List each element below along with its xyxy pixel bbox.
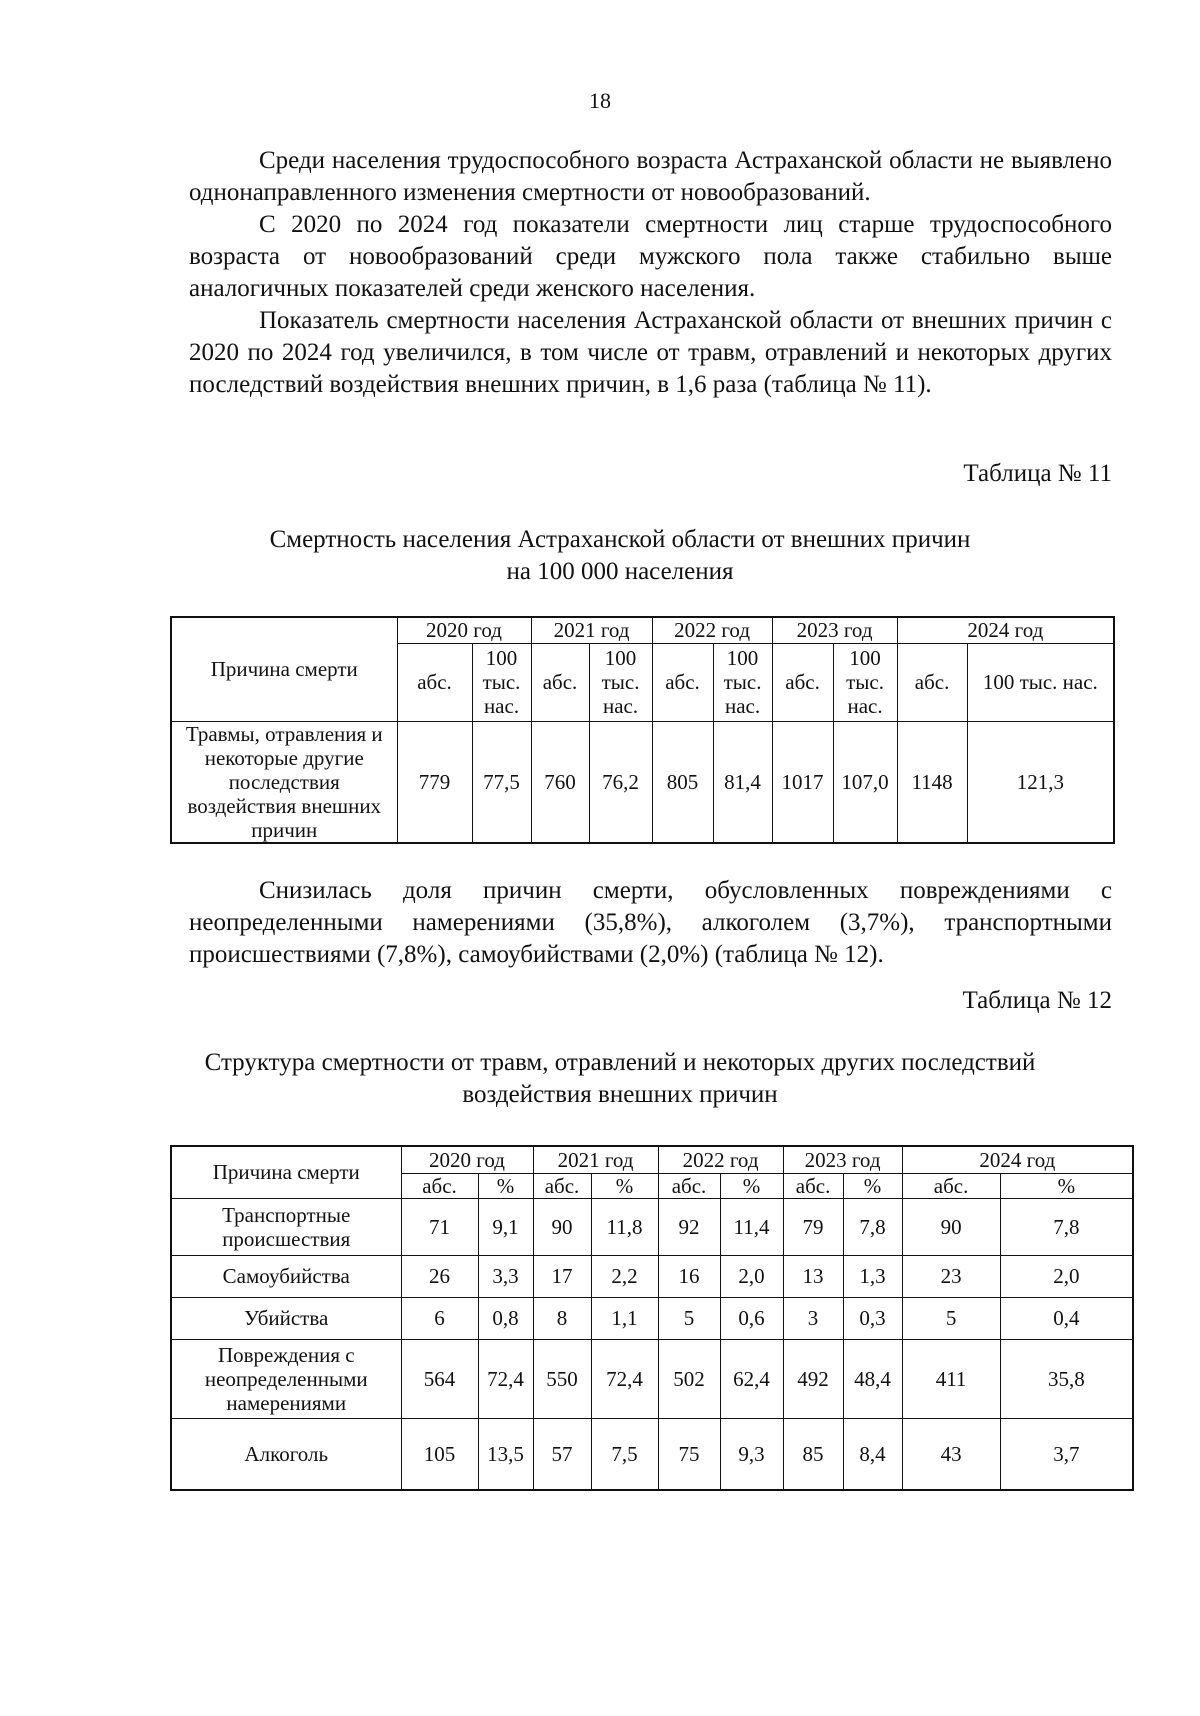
intro-paragraph-2: С 2020 по 2024 год показатели смертности лиц старше трудоспособного возраста от новообразований среди мужского пола также стабильно выше аналогичных показателей среди женского населения.	[189, 211, 1112, 302]
table-row	[171, 1418, 1133, 1490]
table-cell: 7,8	[843, 1198, 902, 1255]
table-12-subheader-pct: %	[843, 1173, 902, 1198]
table-cell: 57	[533, 1418, 591, 1490]
table-cell: 1148	[897, 721, 967, 843]
paragraph-2: Снизилась доля причин смерти, обусловленных повреждениями с неопределенными намерениями (35,8%), алкоголем (3,7%), транспортными происшествиями (7,8%), самоубийствами (2,0%) (таблица № 12).	[189, 877, 1112, 968]
table-cell: 3,3	[478, 1255, 533, 1297]
table-cell: 17	[533, 1255, 591, 1297]
table-12-cause-cell: Алкоголь	[171, 1418, 401, 1490]
table-cell: 2,0	[720, 1255, 783, 1297]
table-11-subheader-rate: 100 тыс. нас.	[472, 643, 531, 721]
table-cell: 23	[902, 1255, 1000, 1297]
table-cell: 2,2	[591, 1255, 658, 1297]
table-12-label: Таблица № 12	[962, 987, 1112, 1014]
table-12-subheader-abs: абс.	[783, 1173, 843, 1198]
table-cell: 77,5	[472, 721, 531, 843]
table-row	[171, 1339, 1133, 1418]
table-12-title	[160, 1047, 1080, 1111]
table-12-subheader-abs: абс.	[658, 1173, 720, 1198]
intro-paragraph-3: Показатель смертности населения Астраханской области от внешних причин с 2020 по 2024 год увеличился, в том числе от травм, отравлений и некоторых других последствий воздействия внешних причин, в 1,6 раза (таблица № 11).	[189, 307, 1112, 398]
table-12-cause-cell: Самоубийства	[171, 1255, 401, 1297]
table-cell: 72,4	[591, 1339, 658, 1418]
table-cell: 9,1	[478, 1198, 533, 1255]
table-cell: 35,8	[1000, 1339, 1133, 1418]
table-cell: 8	[533, 1297, 591, 1339]
table-11-subheader-abs: абс.	[897, 643, 967, 721]
table-12-subheader-abs: абс.	[401, 1173, 478, 1198]
table-12-subheader-pct: %	[591, 1173, 658, 1198]
table-11-subheader-rate: 100 тыс. нас.	[967, 643, 1114, 721]
table-cell: 26	[401, 1255, 478, 1297]
table-11-year-2024: 2024 год	[897, 617, 1114, 643]
table-11-subheader-abs: абс.	[652, 643, 713, 721]
table-12-year-2022: 2022 год	[658, 1146, 783, 1173]
table-cell: 92	[658, 1198, 720, 1255]
table-cell: 3	[783, 1297, 843, 1339]
table-11-year-2022: 2022 год	[652, 617, 772, 643]
table-12-subheader-abs: абс.	[533, 1173, 591, 1198]
table-11-year-2023: 2023 год	[772, 617, 897, 643]
table-cell: 62,4	[720, 1339, 783, 1418]
table-cell: 81,4	[713, 721, 772, 843]
table-cell: 1017	[772, 721, 833, 843]
table-cell: 760	[531, 721, 589, 843]
table-11-subheader-abs: абс.	[397, 643, 472, 721]
table-cell: 13	[783, 1255, 843, 1297]
table-12-title-line-1: Структура смертности от травм, отравлений и некоторых других последствий	[204, 1049, 1036, 1076]
table-11-year-2020: 2020 год	[397, 617, 531, 643]
table-12-cause-header: Причина смерти	[171, 1146, 401, 1198]
table-cell: 90	[902, 1198, 1000, 1255]
table-12-year-2020: 2020 год	[401, 1146, 533, 1173]
table-11-subheader-rate: 100 тыс. нас.	[833, 643, 897, 721]
table-cell: 121,3	[967, 721, 1114, 843]
table-cell: 1,1	[591, 1297, 658, 1339]
table-cell: 76,2	[589, 721, 652, 843]
table-cell: 43	[902, 1418, 1000, 1490]
table-11	[170, 616, 1115, 844]
table-row	[171, 721, 1114, 843]
table-12-subheader-pct: %	[720, 1173, 783, 1198]
table-cell: 2,0	[1000, 1255, 1133, 1297]
table-cell: 85	[783, 1418, 843, 1490]
table-12-subheader-pct: %	[1000, 1173, 1133, 1198]
table-row	[171, 1297, 1133, 1339]
table-11-subheader-rate: 100 тыс. нас.	[713, 643, 772, 721]
table-cell: 107,0	[833, 721, 897, 843]
intro-paragraph-1: Среди населения трудоспособного возраста Астраханской области не выявлено однонаправленного изменения смертности от новообразований.	[189, 147, 1112, 206]
table-cell: 0,3	[843, 1297, 902, 1339]
table-cell: 72,4	[478, 1339, 533, 1418]
table-cell: 0,6	[720, 1297, 783, 1339]
table-cell: 13,5	[478, 1418, 533, 1490]
table-11-subheader-abs: абс.	[531, 643, 589, 721]
table-11-cause-header: Причина смерти	[171, 617, 397, 721]
table-12-cause-cell: Транспортные происшествия	[171, 1198, 401, 1255]
table-cell: 6	[401, 1297, 478, 1339]
table-cell: 805	[652, 721, 713, 843]
table-cell: 564	[401, 1339, 478, 1418]
table-12-year-2023: 2023 год	[783, 1146, 902, 1173]
table-cell: 5	[902, 1297, 1000, 1339]
table-cell: 79	[783, 1198, 843, 1255]
table-12	[170, 1145, 1134, 1491]
table-cell: 492	[783, 1339, 843, 1418]
table-12-cause-cell: Убийства	[171, 1297, 401, 1339]
table-cell: 11,8	[591, 1198, 658, 1255]
table-cell: 779	[397, 721, 472, 843]
table-cell: 3,7	[1000, 1418, 1133, 1490]
table-12-subheader-abs: абс.	[902, 1173, 1000, 1198]
table-cell: 8,4	[843, 1418, 902, 1490]
table-11-title-line-2: на 100 000 населения	[506, 558, 734, 585]
table-cell: 5	[658, 1297, 720, 1339]
table-cell: 411	[902, 1339, 1000, 1418]
table-cell: 7,8	[1000, 1198, 1133, 1255]
table-cell: 0,4	[1000, 1297, 1133, 1339]
table-11-year-2021: 2021 год	[531, 617, 652, 643]
table-cell: 502	[658, 1339, 720, 1418]
table-cell: 0,8	[478, 1297, 533, 1339]
table-cell: 1,3	[843, 1255, 902, 1297]
table-12-year-2021: 2021 год	[533, 1146, 658, 1173]
table-cell: 71	[401, 1198, 478, 1255]
table-11-title-line-1: Смертность населения Астраханской области от внешних причин	[269, 526, 971, 553]
table-11-subheader-rate: 100 тыс. нас.	[589, 643, 652, 721]
table-cell: 7,5	[591, 1418, 658, 1490]
table-cell: 9,3	[720, 1418, 783, 1490]
table-12-cause-cell: Повреждения с неопределенными намерениями	[171, 1339, 401, 1418]
table-cell: 90	[533, 1198, 591, 1255]
table-cell: 75	[658, 1418, 720, 1490]
table-12-year-2024: 2024 год	[902, 1146, 1133, 1173]
table-12-subheader-pct: %	[478, 1173, 533, 1198]
table-12-title-line-2: воздействия внешних причин	[462, 1081, 778, 1108]
table-cell: 48,4	[843, 1339, 902, 1418]
page-number: 18	[589, 88, 611, 113]
intro-text	[189, 145, 1112, 401]
table-11-subheader-abs: абс.	[772, 643, 833, 721]
table-cell: 550	[533, 1339, 591, 1418]
table-cell: 16	[658, 1255, 720, 1297]
table-cell: 105	[401, 1418, 478, 1490]
table-11-label: Таблица № 11	[963, 460, 1112, 487]
table-11-title	[160, 524, 1080, 588]
table-row	[171, 1198, 1133, 1255]
paragraph-2-block	[189, 875, 1112, 971]
table-cell: 11,4	[720, 1198, 783, 1255]
table-row	[171, 1255, 1133, 1297]
table-11-cause-cell: Травмы, отравления и некоторые другие последствия воздействия внешних причин	[171, 721, 397, 843]
